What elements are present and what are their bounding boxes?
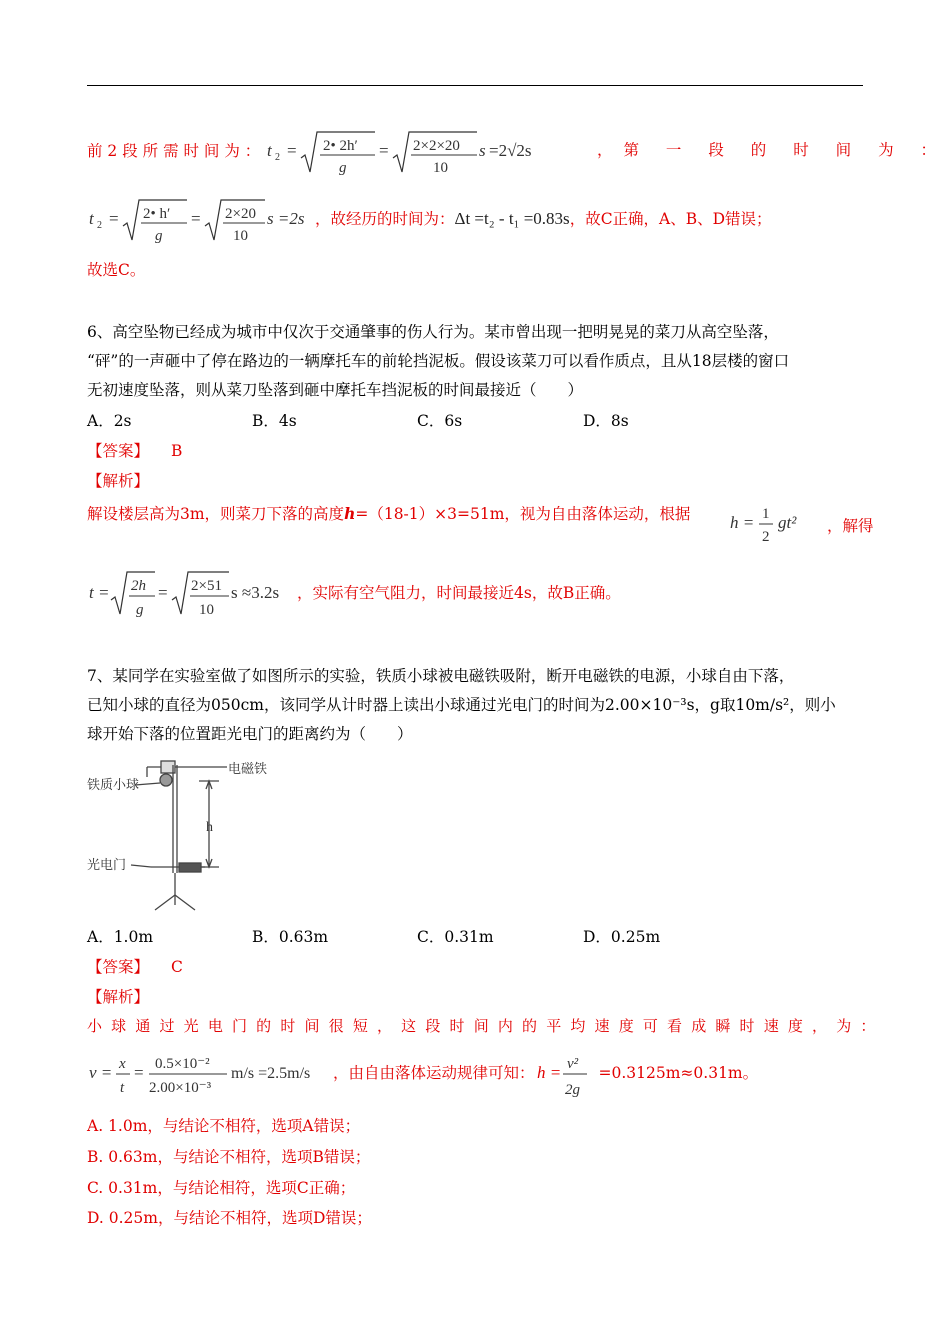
q6-option-b: B．4s <box>252 412 297 430</box>
q6-option-c: C．6s <box>417 412 463 430</box>
q7-option-b: B．0.63m <box>252 928 329 946</box>
svg-text:10: 10 <box>233 228 248 244</box>
svg-text:2×2×20: 2×2×20 <box>413 138 461 154</box>
prev-label-first-seg: ，第 一 段 的 时 间 为 ： <box>597 141 947 159</box>
svg-text:v =: v = <box>89 1063 113 1082</box>
formula-height <box>535 1048 599 1100</box>
svg-text:t: t <box>89 209 94 228</box>
q7-sol-text-2: ，由自由落体运动规律可知： <box>333 1064 535 1082</box>
svg-text:=: = <box>379 141 389 160</box>
svg-text:0.5×10⁻²: 0.5×10⁻² <box>155 1056 210 1072</box>
q7-option-d: D．0.25m <box>583 928 661 946</box>
svg-text:m/s =2.5m/s: m/s =2.5m/s <box>231 1065 311 1082</box>
svg-text:=2√2s: =2√2s <box>489 141 532 160</box>
q7-stem-1: 7、某同学在实验室做了如图所示的实验，铁质小球被电磁铁吸附，断开电磁铁的电源，小球自由下落， <box>87 667 795 685</box>
svg-text:t: t <box>267 141 272 160</box>
q7-answer: C <box>171 958 183 976</box>
svg-text:gt²: gt² <box>778 513 797 532</box>
svg-text:2: 2 <box>762 529 770 545</box>
svg-text:=: = <box>287 141 297 160</box>
svg-text:t =: t = <box>89 583 110 602</box>
q6-sol-text-1b: =（18-1）×3=51m，视为自由落体运动，根据 <box>355 505 691 523</box>
q6-sol-text-1: 解设楼层高为3m，则菜刀下落的高度 <box>87 505 345 523</box>
prev-elapsed-label: ，故经历的时间为： <box>315 210 455 228</box>
formula-t-result <box>87 568 297 620</box>
svg-text:=: = <box>134 1063 144 1082</box>
svg-text:2: 2 <box>275 152 281 163</box>
prev-label-first-two: 前 2 段 所 需 时 间 为 ： <box>87 142 261 160</box>
q6-stem-2: “砰”的一声砸中了停在路边的一辆摩托车的前轮挡泥板。假设该菜刀可以看作质点，且从18层楼的窗口 <box>87 352 790 370</box>
q6-solution-2 <box>87 568 621 620</box>
q6-answer-label: 【答案】 <box>87 442 150 460</box>
q6-option-a: A．2s <box>87 412 132 430</box>
svg-text:2: 2 <box>97 220 102 231</box>
q6-answer-row <box>87 440 182 462</box>
svg-text:2.00×10⁻³: 2.00×10⁻³ <box>149 1080 212 1096</box>
svg-text:g: g <box>339 160 347 176</box>
svg-text:光电门: 光电门 <box>87 857 127 872</box>
svg-text:h =: h = <box>730 513 755 532</box>
svg-text:1: 1 <box>762 506 770 522</box>
formula-delta-t: Δt =t₂ - t₁ =0.83s <box>454 209 570 228</box>
svg-text:电磁铁: 电磁铁 <box>228 761 267 776</box>
q7-stem-3: 球开始下落的位置距光电门的距离约为（ ） <box>87 725 413 743</box>
svg-text:2• h′: 2• h′ <box>143 206 171 222</box>
q7-solution-1: 小 球 通 过 光 电 门 的 时 间 很 短 ， 这 段 时 间 内 的 平 均 速 度 可 看 成 瞬 时 速 度 ， 为 ： <box>87 1017 878 1035</box>
svg-text:v²: v² <box>566 1056 578 1072</box>
svg-text:h =: h = <box>536 1063 561 1082</box>
formula-velocity <box>87 1048 333 1100</box>
svg-text:=: = <box>158 583 168 602</box>
q7-review-a: A. 1.0m，与结论不相符，选项A错误； <box>87 1117 361 1135</box>
svg-text:s ≈3.2s: s ≈3.2s <box>231 583 280 602</box>
q7-stem-2: 已知小球的直径为050cm，该同学从计时器上读出小球通过光电门的时间为2.00×10⁻³s，g取10m/s²，则小 <box>87 696 836 714</box>
formula-t2-first-two <box>265 128 625 176</box>
svg-text:h: h <box>206 820 213 835</box>
q6-stem-1: 6、高空坠物已经成为城市中仅次于交通肇事的伤人行为。某市曾出现一把明晃晃的菜刀从高空坠落， <box>87 323 779 341</box>
q7-sol-text-2b: =0.3125m≈0.31m。 <box>598 1064 759 1082</box>
formula-t2-first-seg <box>87 196 315 244</box>
prev-conclusion: ，故C正确，A、B、D错误； <box>569 210 772 228</box>
svg-text:2g: 2g <box>564 1082 580 1098</box>
svg-text:2h: 2h <box>131 578 146 594</box>
q7-review-b: B. 0.63m，与结论不相符，选项B错误； <box>87 1148 371 1166</box>
q7-answer-row <box>87 956 183 978</box>
svg-text:g: g <box>155 228 163 244</box>
q6-answer: B <box>171 442 183 460</box>
svg-text:g: g <box>136 602 144 618</box>
experiment-figure <box>87 755 267 915</box>
q7-option-c: C．0.31m <box>417 928 494 946</box>
svg-text:10: 10 <box>199 602 214 618</box>
svg-text:铁质小球: 铁质小球 <box>87 777 140 792</box>
q7-analysis-label: 【解析】 <box>87 988 150 1006</box>
q7-review-c: C. 0.31m，与结论相符，选项C正确； <box>87 1179 356 1197</box>
svg-text:2×51: 2×51 <box>191 578 222 594</box>
svg-text:=: = <box>109 209 119 228</box>
q7-option-a: A．1.0m <box>87 928 154 946</box>
svg-text:2×20: 2×20 <box>225 206 256 222</box>
q6-sol-h: h <box>344 504 356 523</box>
svg-text:=: = <box>191 209 201 228</box>
prev-line-3: 故选C。 <box>87 261 146 279</box>
svg-text:s: s <box>479 141 486 160</box>
q6-stem-3: 无初速度坠落，则从菜刀坠落到砸中摩托车挡泥板的时间最接近（ ） <box>87 381 584 399</box>
header-rule <box>87 85 863 86</box>
q7-solution-2 <box>87 1048 758 1100</box>
q6-option-d: D．8s <box>583 412 629 430</box>
q6-analysis-label: 【解析】 <box>87 472 150 490</box>
prev-line-2 <box>87 196 772 244</box>
q6-sol-text-1c: ，解得 <box>827 517 874 535</box>
svg-text:10: 10 <box>433 160 449 176</box>
q6-sol-text-2: ，实际有空气阻力，时间最接近4s，故B正确。 <box>297 584 621 602</box>
svg-text:t: t <box>120 1080 125 1096</box>
q7-review-d: D. 0.25m，与结论不相符，选项D错误； <box>87 1209 372 1227</box>
svg-text:2• 2h′: 2• 2h′ <box>323 138 359 154</box>
svg-text:x: x <box>119 1056 126 1072</box>
formula-free-fall <box>728 499 810 549</box>
q7-answer-label: 【答案】 <box>87 958 150 976</box>
svg-text:s =2s: s =2s <box>267 209 305 228</box>
